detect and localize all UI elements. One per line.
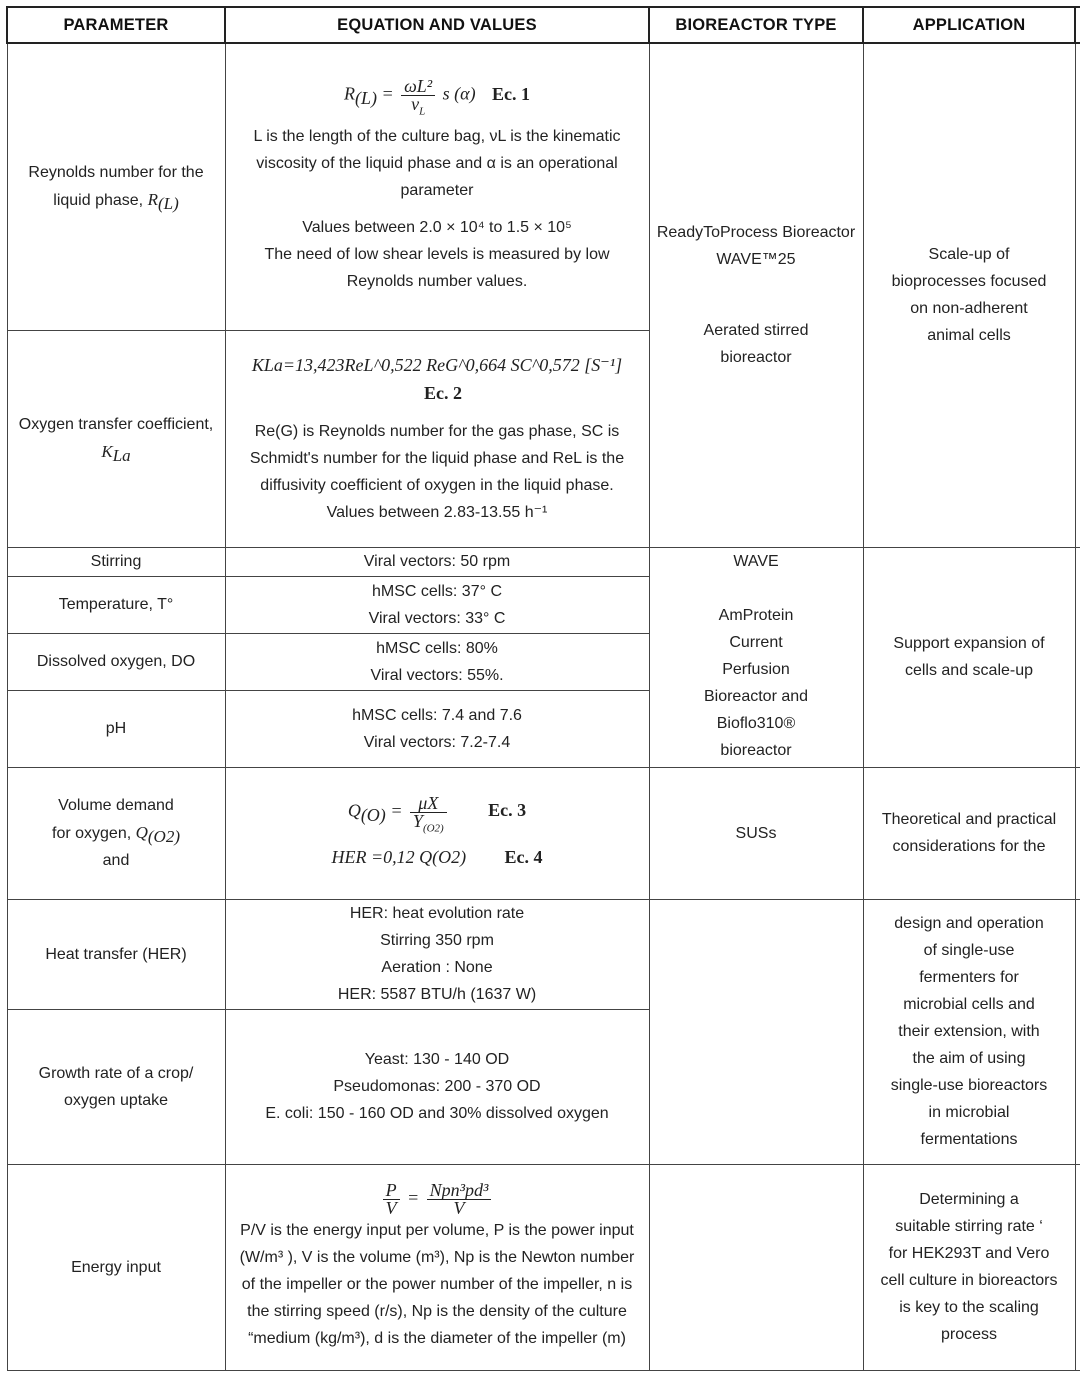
bioreactor-group-2: [649, 547, 863, 767]
app5-line2: suitable stirring rate ‘: [895, 1218, 1043, 1235]
app5-line1: Determining a: [919, 1191, 1019, 1208]
volume-param-line2: for oxygen,: [52, 825, 132, 842]
table-row-stirring: [7, 547, 1080, 576]
eq1-denominator: ν: [411, 94, 420, 115]
bioreactor-bioflo: Bioflo310®: [716, 714, 796, 732]
reynolds-description: L is the length of the culture bag, νL is the kinematic viscosity of the liquid phase and α is an operational parameter: [253, 128, 621, 200]
param-growth-rate: [7, 1009, 225, 1164]
temp-value-1: hMSC cells: 37° C: [372, 582, 502, 600]
bioreactor-aerated-2: bioreactor: [720, 349, 792, 367]
growth-line2: Pseudomonas: 200 - 370 OD: [333, 1078, 541, 1095]
eq2-expression: KLa=13,423ReL^0,522 ReG^0,664 SC^0,572 [S⁻¹]: [251, 354, 623, 375]
param-energy-input: Energy input: [7, 1164, 225, 1370]
bioreactor-sus: SUSs: [649, 767, 863, 899]
bioreactor-group-1: [649, 43, 863, 547]
app3-line2: considerations for the: [892, 838, 1046, 855]
app2-line1: Support expansion of: [893, 635, 1045, 652]
reynolds-values: Values between 2.0 × 10⁴ to 1.5 × 10⁵: [302, 219, 572, 237]
app4-line8: in microbial: [928, 1104, 1010, 1121]
heat-line1: HER: heat evolution rate: [349, 905, 525, 922]
app4-line1: design and operation: [894, 915, 1044, 932]
value-dissolved-oxygen: [225, 633, 649, 690]
volume-param-line1: Volume demand: [58, 797, 174, 814]
header-bioreactor: BIOREACTOR TYPE: [649, 7, 863, 43]
param-temperature: Temperature, T°: [7, 576, 225, 633]
heat-line2: Stirring 350 rpm: [380, 932, 494, 949]
param-kla-text: Oxygen transfer coefficient,: [18, 416, 214, 433]
param-kla: [7, 330, 225, 547]
eq2-label: Ec. 2: [424, 382, 462, 403]
param-ph: pH: [7, 690, 225, 767]
bioreactor-parameters-table: [6, 6, 1080, 1371]
table-row-energy-input: [7, 1164, 1080, 1370]
growth-param-line1: Growth rate of a crop/: [38, 1064, 194, 1082]
heat-line3: Aeration : None: [381, 959, 493, 976]
kla-description: Re(G) is Reynolds number for the gas phase, SC is Schmidt's number for the liquid phase and ReL is the diffusivity coefficient of oxygen in the liquid phase.: [249, 422, 625, 494]
param-dissolved-oxygen: Dissolved oxygen, DO: [7, 633, 225, 690]
param-stirring: Stirring: [7, 547, 225, 576]
app4-line9: fermentations: [920, 1131, 1018, 1148]
extra-cell-3: [1075, 767, 1080, 899]
app4-line5: their extension, with: [898, 1023, 1040, 1040]
app4-line6: the aim of using: [912, 1050, 1026, 1067]
equation-volume: [225, 767, 649, 899]
param-reynolds-symbol: R: [147, 190, 158, 210]
equation-kla: [225, 330, 649, 547]
bioreactor-readytoprocess: ReadyToProcess Bioreactor: [656, 224, 856, 242]
bioreactor-bioflo-2: bioreactor: [720, 741, 792, 759]
app3-line1: Theoretical and practical: [881, 811, 1057, 828]
header-parameter: PARAMETER: [7, 7, 225, 43]
bioreactor-perfusion: Perfusion: [722, 660, 790, 678]
extra-cell-5: [1075, 1164, 1080, 1370]
kla-values: Values between 2.83-13.55 h⁻¹: [326, 503, 548, 521]
bioreactor-wave25: WAVE™25: [716, 251, 796, 269]
bioreactor-empty-2: [649, 1164, 863, 1370]
application-group-2: [863, 547, 1075, 767]
eq1-fraction: [401, 76, 435, 118]
header-extra: [1075, 7, 1080, 43]
extra-cell-2: [1075, 547, 1080, 767]
equation-4: [232, 844, 643, 872]
eq5-lhs-fraction: [383, 1182, 400, 1217]
temp-value-2: Viral vectors: 33° C: [368, 609, 506, 627]
bioreactor-amprotein: AmProtein: [718, 606, 794, 624]
growth-line1: Yeast: 130 - 140 OD: [364, 1051, 510, 1068]
param-reynolds-text: Reynolds number for the liquid phase,: [28, 164, 204, 210]
param-reynolds-sub: (L): [157, 194, 179, 214]
reynolds-note: The need of low shear levels is measured by low Reynolds number values.: [264, 246, 610, 291]
equation-energy: [225, 1164, 649, 1370]
app2-line2: cells and scale-up: [904, 662, 1034, 679]
param-reynolds: [7, 43, 225, 330]
eq5-lhs-denominator: V: [385, 1198, 397, 1218]
equation-reynolds: [225, 43, 649, 330]
application-group-3: [863, 767, 1075, 899]
application-group-4: [863, 899, 1075, 1164]
value-growth-rate: [225, 1009, 649, 1164]
ph-value-1: hMSC cells: 7.4 and 7.6: [352, 706, 522, 724]
eq1-numerator: ωL²: [401, 78, 435, 96]
value-stirring: Viral vectors: 50 rpm: [225, 547, 649, 576]
value-temperature: [225, 576, 649, 633]
eq5-rhs-numerator: Npn³pd³: [427, 1182, 492, 1200]
app5-line3: for HEK293T and Vero: [888, 1245, 1050, 1262]
eq3-numerator: μX: [410, 795, 447, 813]
table-header-row: [7, 7, 1080, 43]
eq1-tail: s (α): [442, 83, 476, 104]
volume-param-line3: and: [102, 852, 130, 869]
do-value-2: Viral vectors: 55%.: [370, 666, 504, 684]
volume-param-symbol: Q: [135, 823, 148, 842]
param-kla-symbol: K: [101, 442, 113, 461]
eq5-rhs-denominator: V: [453, 1198, 465, 1218]
app5-line4: cell culture in bioreactors: [880, 1272, 1058, 1289]
table-row-heat-transfer: [7, 899, 1080, 1009]
growth-line3: E. coli: 150 - 160 OD and 30% dissolved oxygen: [265, 1105, 609, 1122]
app4-line3: fermenters for: [919, 969, 1019, 986]
eq5-lhs-numerator: P: [383, 1182, 400, 1200]
app1-line1: Scale-up of: [928, 246, 1010, 264]
eq3-denominator-sub: (O2): [422, 822, 444, 835]
app5-line6: process: [940, 1326, 998, 1343]
bioreactor-current: Current: [729, 633, 783, 651]
eq4-expression: HER =0,12 Q(O2): [331, 846, 467, 867]
equation-2: [232, 352, 643, 408]
app4-line2: of single-use: [923, 942, 1015, 959]
header-application: APPLICATION: [863, 7, 1075, 43]
extra-cell-4: [1075, 899, 1080, 1164]
header-equation: EQUATION AND VALUES: [225, 7, 649, 43]
param-heat-transfer: Heat transfer (HER): [7, 899, 225, 1009]
eq3-lhs: Q: [347, 800, 361, 821]
app5-line5: is key to the scaling: [899, 1299, 1039, 1316]
bioreactor-and: Bioreactor and: [703, 687, 809, 705]
table-row-reynolds: [7, 43, 1080, 330]
bioreactor-aerated: Aerated stirred: [703, 322, 809, 340]
eq5-rhs-fraction: [427, 1182, 492, 1217]
value-ph: [225, 690, 649, 767]
eq3-fraction: [410, 792, 447, 835]
eq3-label: Ec. 3: [488, 800, 527, 821]
app4-line7: single-use bioreactors: [890, 1077, 1048, 1094]
eq1-lhs-sub: (L): [354, 88, 377, 109]
eq1-lhs: R: [343, 83, 355, 104]
bioreactor-wave: WAVE: [733, 552, 779, 570]
value-heat-transfer: [225, 899, 649, 1009]
energy-description: P/V is the energy input per volume, P is the power input (W/m³ ), V is the volume (m³), Np is the Newton number of the impeller or the power number of the impeller, n is the stirring speed (r/s), Np is the density of the culture “medium (kg/m³), d is the diameter of the impeller (m): [239, 1222, 635, 1347]
param-kla-sub: La: [112, 446, 131, 466]
bioreactor-empty: [649, 899, 863, 1164]
table-row-volume-demand: [7, 767, 1080, 899]
eq3-denominator: Y: [412, 810, 423, 831]
app4-line4: microbial cells and: [903, 996, 1035, 1013]
application-group-5: [863, 1164, 1075, 1370]
app1-line2: bioprocesses focused: [891, 273, 1047, 291]
eq3-lhs-sub: (O): [360, 804, 386, 825]
extra-cell-1: [1075, 43, 1080, 547]
eq1-label: Ec. 1: [492, 83, 531, 104]
eq4-label: Ec. 4: [504, 846, 543, 867]
volume-param-sub: (O2): [147, 827, 180, 847]
app1-line3: on non-adherent: [910, 300, 1028, 318]
application-group-1: [863, 43, 1075, 547]
do-value-1: hMSC cells: 80%: [376, 639, 498, 657]
equation-3: $Q_{(O)}$ = $\frac{\mu X}{Y_{(O2)}}$ Ec. 3: [347, 792, 527, 835]
heat-line4: HER: 5587 BTU/h (1637 W): [337, 986, 537, 1003]
equation-5: $\frac{P}{V}$ = $\frac{\text{Npn³pd³}}{V}$: [232, 1182, 643, 1217]
eq1-denominator-sub: L: [419, 105, 426, 118]
param-volume-demand: [7, 767, 225, 899]
equation-1: $R_{(L)}$ = $\frac{\text{ωL²}}{\nu_L}$ s (α) Ec. 1: [343, 76, 531, 118]
ph-value-2: Viral vectors: 7.2-7.4: [363, 733, 511, 751]
app1-line4: animal cells: [927, 327, 1011, 345]
growth-param-line2: oxygen uptake: [63, 1091, 169, 1109]
